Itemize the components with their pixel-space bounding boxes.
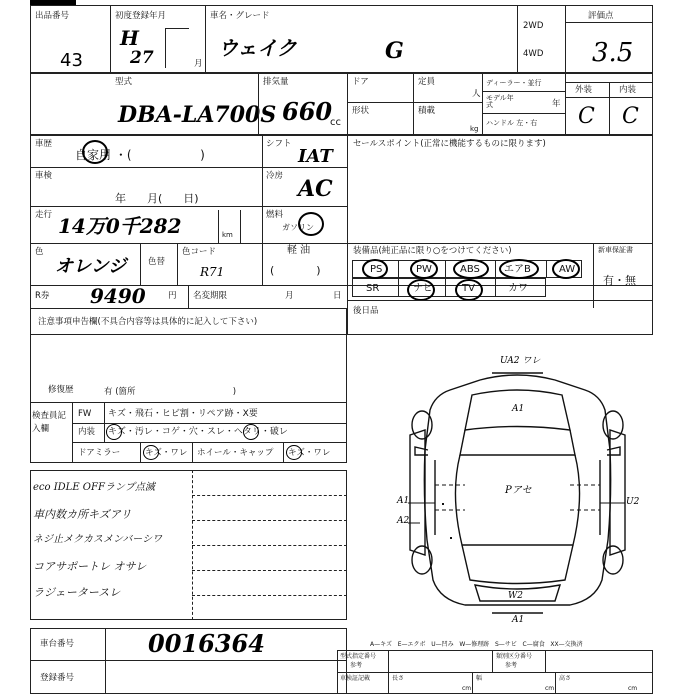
equip-aw: AW bbox=[559, 264, 576, 275]
mark-w2-rear: W2 bbox=[508, 591, 523, 601]
dealer-label: ディーラー・並行 bbox=[486, 79, 542, 87]
warranty-value: 有・無 bbox=[603, 274, 636, 287]
equip-sr: SR bbox=[366, 283, 380, 294]
mirror-label: ドアミラー bbox=[78, 448, 121, 458]
height-label: 高さ bbox=[559, 675, 572, 682]
gasoline-circle bbox=[298, 212, 324, 236]
color-value: オレンジ bbox=[55, 256, 127, 277]
fuel-diesel: 軽 油 bbox=[287, 245, 311, 256]
mark-u2-right: U2 bbox=[626, 497, 640, 507]
registration-label: 登録番号 bbox=[40, 673, 75, 683]
load-label: 積載 bbox=[418, 106, 436, 116]
interior-items: キズ・汚レ・コゲ・穴・スレ・ヘタリ・破レ bbox=[108, 427, 288, 437]
equip-leather: カワ bbox=[508, 283, 528, 294]
equip-abs: ABS bbox=[460, 264, 480, 275]
fw-items: キズ・飛石・ヒビ割・リペア跡・X要 bbox=[108, 409, 258, 419]
equip-navi: ナビ bbox=[413, 283, 433, 294]
fuel-paren: ( ) bbox=[270, 264, 321, 277]
equip-pw: PW bbox=[416, 264, 432, 275]
grade-value: G bbox=[385, 38, 404, 64]
caution-label: 注意事項申告欄(不具合内容等は具体的に記入して下さい) bbox=[38, 317, 258, 327]
post-label: 後日品 bbox=[353, 306, 379, 316]
tv-circle bbox=[455, 279, 483, 301]
mark-ua2: UA2 ワレ bbox=[500, 356, 541, 366]
interior-grade: C bbox=[622, 104, 639, 129]
ref-label-2: 参考 bbox=[505, 662, 518, 669]
person-unit: 人 bbox=[472, 89, 481, 99]
wheel-items: キズ・ワレ bbox=[288, 448, 331, 458]
ac-value: AC bbox=[298, 176, 333, 202]
history-value: 自家用 ・( ) bbox=[75, 148, 205, 162]
inspector-label: 検査員記入欄 bbox=[32, 411, 67, 434]
aw-circle bbox=[552, 259, 580, 279]
lot-value: 43 bbox=[60, 50, 83, 71]
drive-4wd: 4WD bbox=[523, 49, 544, 59]
fuel-gasoline: ガソリン bbox=[282, 223, 314, 232]
displacement-value: 660 bbox=[282, 97, 333, 126]
recycle-value: 9490 bbox=[90, 284, 146, 308]
handwritten-note-4: コアサポートレ オサレ bbox=[33, 560, 147, 573]
mark-a1-left: A1 bbox=[397, 496, 410, 506]
equipment-label: 装備品(純正品に限り○をつけてください) bbox=[353, 246, 512, 256]
reg-year-value: 27 bbox=[130, 48, 154, 68]
mark-a1-top: A1 bbox=[512, 404, 525, 414]
history-circle bbox=[82, 140, 108, 164]
capacity-label: 定員 bbox=[418, 77, 436, 87]
name-change-label: 名変期限 bbox=[193, 291, 228, 301]
equip-airbag: エアB bbox=[504, 264, 531, 275]
door-label: ドア bbox=[352, 77, 369, 87]
name-grade-label: 車名・グレード bbox=[210, 11, 270, 21]
color-code-label: 色コード bbox=[182, 247, 217, 257]
abs-circle bbox=[453, 259, 489, 279]
history-label: 車歴 bbox=[35, 139, 53, 149]
recycle-label: R券 bbox=[35, 291, 50, 301]
score-value: 3.5 bbox=[592, 38, 634, 68]
registration-cert-label: 車検証記載 bbox=[340, 675, 371, 682]
model-year-label: モデル年式 bbox=[486, 94, 514, 110]
ac-label: 冷房 bbox=[266, 171, 284, 181]
mileage-label: 走行 bbox=[35, 210, 53, 220]
width-unit: cm bbox=[545, 685, 555, 692]
equip-ps: PS bbox=[370, 264, 383, 275]
length-unit: cm bbox=[462, 685, 472, 692]
first-reg-label: 初度登録年月 bbox=[115, 11, 167, 21]
fuel-label: 燃料 bbox=[266, 210, 284, 220]
score-label: 評価点 bbox=[588, 11, 614, 21]
shape-label: 形状 bbox=[352, 106, 370, 116]
registration-row bbox=[30, 661, 347, 694]
shift-label: シフト bbox=[266, 139, 292, 149]
km-unit: km bbox=[222, 231, 233, 239]
fw-label: FW bbox=[78, 409, 92, 419]
wheel-label: ホイール・キャップ bbox=[197, 448, 274, 458]
sales-point-label: セールスポイント(正常に機能するものに限ります) bbox=[353, 139, 546, 149]
handwritten-note-5: ラジェータースレ bbox=[33, 586, 121, 599]
new-car-warranty-label: 新車保証書 bbox=[598, 246, 633, 254]
mark-a1-bottom: A1 bbox=[512, 615, 525, 625]
cc-unit: cc bbox=[330, 117, 341, 128]
month-unit: 月 bbox=[194, 59, 203, 69]
exterior-label: 外装 bbox=[575, 85, 593, 95]
drive-2wd: 2WD bbox=[523, 21, 544, 31]
era-value: H bbox=[120, 26, 139, 50]
name-change-day: 日 bbox=[333, 291, 342, 301]
ps-circle bbox=[362, 259, 388, 279]
model-label: 型式 bbox=[115, 77, 133, 87]
car-name-value: ウェイク bbox=[218, 36, 297, 60]
repair-value: 有 (箇所 ) bbox=[104, 387, 237, 397]
exterior-grade: C bbox=[578, 104, 595, 129]
interior-label: 内装 bbox=[619, 85, 637, 95]
repair-label: 修復歴 bbox=[48, 385, 74, 395]
mileage-value: 14万0千282 bbox=[58, 214, 182, 238]
displacement-label: 排気量 bbox=[263, 77, 289, 87]
type-designation-label: 型式指定番号 bbox=[340, 653, 377, 660]
color-change-label: 色替 bbox=[148, 257, 166, 267]
navi-circle bbox=[407, 279, 435, 301]
class-number-label: 類別区分番号 bbox=[496, 653, 533, 660]
inspection-label: 車検 bbox=[35, 171, 53, 181]
chassis-value: 0016364 bbox=[148, 629, 265, 658]
interior-sure-circle bbox=[243, 424, 259, 440]
mirror-items: キズ・ワレ bbox=[145, 448, 188, 458]
model-value: DBA-LA700S bbox=[118, 102, 277, 128]
lot-label: 出品番号 bbox=[35, 11, 70, 21]
handwritten-note-3: ネジ止メクカスメンバーシワ bbox=[33, 534, 163, 545]
interior-row-label: 内装 bbox=[78, 427, 96, 437]
interior-kizu-circle bbox=[106, 424, 122, 440]
chassis-label: 車台番号 bbox=[40, 639, 75, 649]
height-unit: cm bbox=[628, 685, 638, 692]
equip-tv: TV bbox=[462, 283, 475, 294]
length-label: 長さ bbox=[392, 675, 405, 682]
kg-unit: kg bbox=[470, 125, 479, 133]
handle-label: ハンドル 左・右 bbox=[486, 119, 538, 127]
name-change-month: 月 bbox=[285, 291, 294, 301]
yen-unit: 円 bbox=[168, 291, 177, 301]
handwritten-note-1: eco IDLE OFFランプ点滅 bbox=[33, 482, 155, 493]
width-label: 幅 bbox=[476, 675, 483, 682]
ref-label-1: 参考 bbox=[350, 662, 363, 669]
mark-a2-left: A2 bbox=[397, 516, 410, 526]
airbag-circle bbox=[499, 259, 539, 279]
mark-p-ase: Pアセ bbox=[505, 485, 532, 496]
mirror-kizu-circle bbox=[143, 445, 159, 460]
color-code-value: R71 bbox=[200, 265, 225, 279]
damage-legend: A—キズ E—エクボ U—凹み W—修理跡 S—サビ C—腐食 XX—交換済 bbox=[370, 641, 583, 648]
wheel-kizu-circle bbox=[286, 445, 302, 460]
inspection-value: 年 月( 日) bbox=[115, 192, 199, 205]
color-label: 色 bbox=[35, 247, 44, 257]
shift-value: IAT bbox=[298, 146, 333, 167]
handwritten-note-2: 車内数カ所キズアリ bbox=[33, 508, 132, 521]
year-unit: 年 bbox=[552, 99, 561, 109]
pw-circle bbox=[410, 259, 438, 279]
